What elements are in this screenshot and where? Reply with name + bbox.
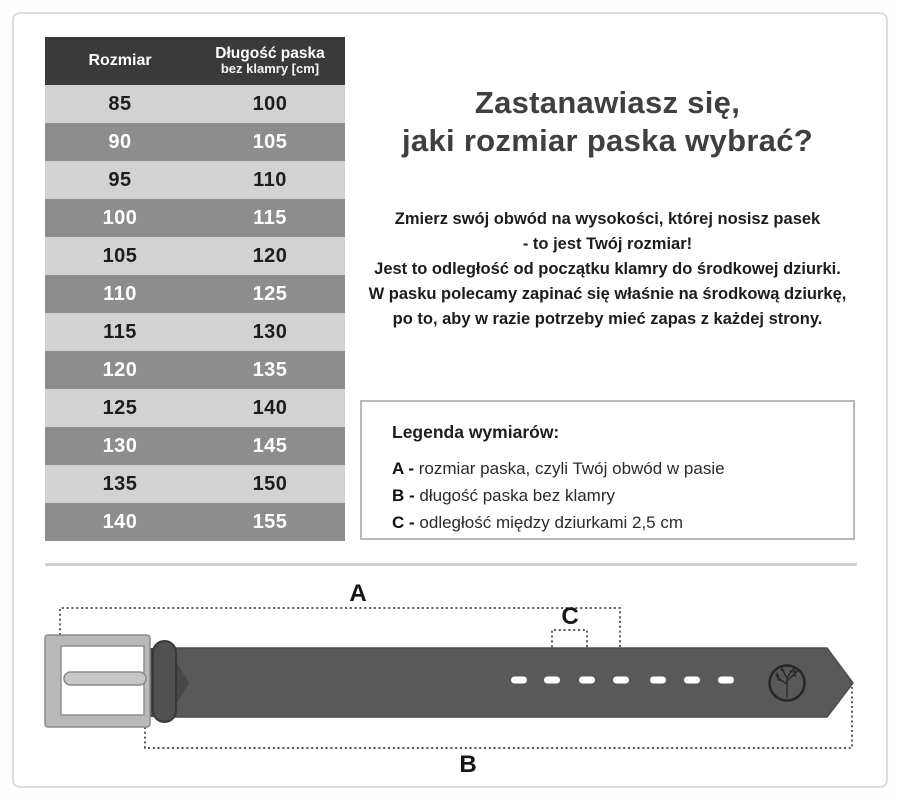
- size-cell: 85: [108, 92, 132, 115]
- intro-line: Jest to odległość od początku klamry do środkowej dziurki.: [374, 260, 841, 278]
- legend-box: [360, 400, 855, 540]
- legend-item-letter: C -: [392, 513, 415, 532]
- belt-hole: [544, 677, 560, 684]
- page-title-line1: Zastanawiasz się,: [474, 85, 741, 120]
- size-cell: 115: [103, 320, 137, 343]
- section-divider: [45, 563, 857, 566]
- table-row: [45, 199, 345, 237]
- size-cell: 130: [102, 434, 138, 457]
- length-cell: 130: [252, 320, 288, 343]
- belt-strap: [165, 648, 853, 717]
- length-cell: 105: [252, 130, 288, 153]
- table-row: [45, 503, 345, 541]
- belt-keeper: [153, 641, 176, 722]
- length-cell: 135: [252, 358, 288, 381]
- table-row: [45, 85, 345, 123]
- table-row: [45, 427, 345, 465]
- belt-hole: [579, 677, 595, 684]
- intro-line: - to jest Twój rozmiar!: [522, 235, 693, 253]
- belt-hole: [684, 677, 700, 684]
- table-row: [45, 465, 345, 503]
- belt-buckle: [45, 635, 150, 727]
- header-col-length-line2: bez klamry [cm]: [220, 61, 320, 77]
- legend-item-text: odległość między dziurkami 2,5 cm: [419, 513, 684, 532]
- legend-title: Legenda wymiarów:: [392, 422, 560, 442]
- size-cell: 140: [102, 510, 138, 533]
- legend-item-text: rozmiar paska, czyli Twój obwód w pasie: [418, 459, 725, 478]
- table-row: [45, 123, 345, 161]
- legend-item-letter: B -: [392, 486, 415, 505]
- intro-line: po to, aby w razie potrzeby mieć zapas z każdej strony.: [392, 310, 823, 328]
- table-row: [45, 161, 345, 199]
- size-cell: 120: [102, 358, 138, 381]
- length-cell: 145: [252, 434, 288, 457]
- intro-line: Zmierz swój obwód na wysokości, której nosisz pasek: [394, 210, 821, 228]
- legend-item-letter: A -: [392, 459, 415, 478]
- belt-hole: [718, 677, 734, 684]
- size-cell: 135: [102, 472, 138, 495]
- header-col-length-line1: Długość paska: [215, 44, 325, 62]
- length-cell: 155: [252, 510, 288, 533]
- dim-b-label: B: [459, 751, 477, 778]
- belt-hole: [511, 677, 527, 684]
- intro-text: [355, 207, 860, 332]
- table-row: [45, 237, 345, 275]
- intro-line: W pasku polecamy zapinać się właśnie na środkową dziurkę,: [368, 285, 847, 303]
- size-cell: 95: [108, 168, 132, 191]
- table-row: [45, 389, 345, 427]
- table-header: [45, 37, 345, 85]
- page-title-line2: jaki rozmiar paska wybrać?: [402, 123, 813, 158]
- length-cell: 140: [252, 396, 288, 419]
- legend-item: [392, 509, 833, 536]
- length-cell: 115: [253, 206, 287, 229]
- table-row: [45, 351, 345, 389]
- legend-item-text: długość paska bez klamry: [419, 486, 615, 505]
- header-col-length: [195, 45, 345, 78]
- buckle-prong: [64, 672, 146, 685]
- size-table-body: [45, 85, 345, 541]
- belt-hole: [650, 677, 666, 684]
- size-cell: 90: [108, 130, 132, 153]
- legend-item: [392, 455, 833, 482]
- page-title: [355, 84, 860, 160]
- table-row: [45, 313, 345, 351]
- size-cell: 100: [102, 206, 138, 229]
- length-cell: 120: [252, 244, 288, 267]
- size-cell: 125: [102, 396, 138, 419]
- dim-a-label: A: [349, 580, 367, 607]
- dim-c-label: C: [561, 603, 579, 630]
- length-cell: 110: [253, 168, 287, 191]
- size-cell: 105: [102, 244, 138, 267]
- header-col-size: Rozmiar: [88, 52, 152, 69]
- size-table: [45, 37, 345, 541]
- table-row: [45, 275, 345, 313]
- legend-item: [392, 482, 833, 509]
- length-cell: 100: [252, 92, 288, 115]
- belt-hole: [613, 677, 629, 684]
- length-cell: 125: [252, 282, 288, 305]
- belt-diagram: [0, 570, 900, 802]
- length-cell: 150: [252, 472, 288, 495]
- size-cell: 110: [103, 282, 137, 305]
